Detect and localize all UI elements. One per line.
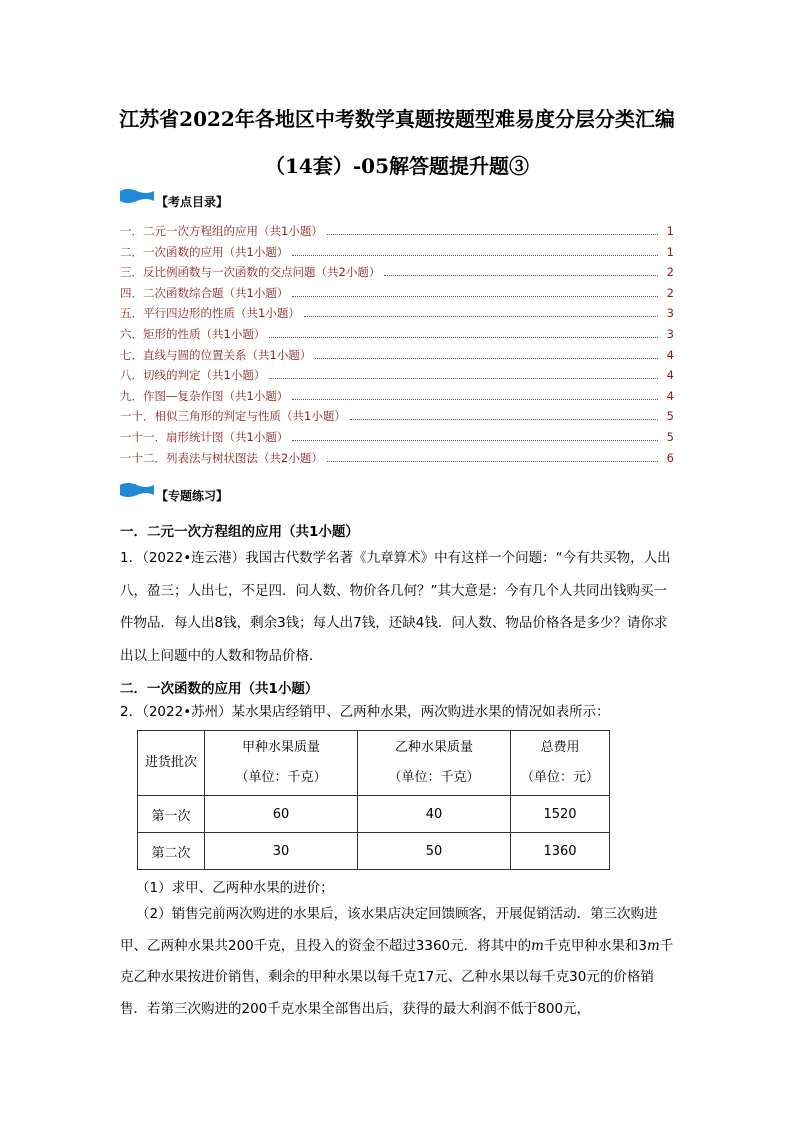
table-cell: 30 [205,833,358,870]
toc-item-label: 三．反比例函数与一次函数的交点问题（共2小题） [120,265,381,280]
table-cell: 60 [205,796,358,833]
toc-item-page: 2 [666,285,674,300]
section-heading-2: 二．一次函数的应用（共1小题） [120,681,319,697]
section-heading-1: 一．二元一次方程组的应用（共1小题） [120,524,359,540]
toc-item[interactable] [120,264,674,285]
toc-item-page: 1 [666,224,674,238]
toc-item-label: 五．平行四边形的性质（共1小题） [120,306,300,321]
toc-item-page: 1 [666,244,674,259]
table-cell: 1360 [511,833,610,870]
toc-item-page: 3 [666,326,674,341]
table-row [138,796,610,833]
toc-label: 【考点目录】 [156,195,229,209]
toc-leader-dots [384,275,658,276]
table-row [138,833,610,870]
question-2-intro: 2．（2022•苏州）某水果店经销甲、乙两种水果，两次购进水果的情况如表所示： [120,704,610,720]
toc-leader-dots [292,399,658,400]
toc-leader-dots [292,440,658,441]
toc-item-label: 九．作图—复杂作图（共1小题） [120,388,289,403]
toc-item[interactable] [120,326,674,347]
table-cell: 40 [358,796,511,833]
header-cell: 乙种水果质量 （单位：千克） [358,731,511,796]
toc-item-label: 六．矩形的性质（共1小题） [120,326,266,341]
flag-icon [120,188,154,202]
toc-item[interactable] [120,367,674,388]
header-cell: 总费用 （单位：元） [511,731,610,796]
toc-item[interactable] [120,429,674,450]
fruit-purchase-table [137,730,610,870]
question-2-part-2: （2）销售完前两次购进的水果后，该水果店决定回馈顾客，开展促销活动．第三次购进甲、乙两种水果共200千克，且投入的资金不超过3360元．将其中的m千克甲种水果和3m千克乙种水果按进价销售，剩余的甲种水果以每千克17元、乙种水果以每千克30元的价格销售．若第三次购进的200千克水果全部售出后，获得的最大利润不低于800元， [120,906,674,1017]
toc-leader-dots [327,234,658,235]
toc-leader-dots [350,419,658,420]
toc-item[interactable] [120,223,674,244]
table-cell: 第二次 [138,833,205,870]
header-cell: 进货批次 [138,731,205,796]
toc-item-page: 6 [666,450,674,465]
toc-leader-dots [304,316,658,317]
document-title-line1: 江苏省2022年各地区中考数学真题按题型难易度分层分类汇编 [119,107,675,131]
question-2-part-1: （1）求甲、乙两种水果的进价； [136,880,334,896]
toc-item-label: 一十．相似三角形的判定与性质（共1小题） [120,409,346,424]
toc-leader-dots [327,461,658,462]
table-cell: 第一次 [138,796,205,833]
toc-leader-dots [315,358,658,359]
toc-leader-dots [292,255,658,256]
toc-item-label: 二．一次函数的应用（共1小题） [120,244,289,259]
toc-item[interactable] [120,347,674,368]
table-cell: 50 [358,833,511,870]
toc-item-label: 一十二．列表法与树状图法（共2小题） [120,450,323,465]
toc-item-label: 四．二次函数综合题（共1小题） [120,285,289,300]
toc-item-page: 4 [666,368,674,383]
toc-item-page: 5 [666,429,674,444]
toc-leader-dots [269,378,658,379]
toc-leader-dots [292,296,658,297]
toc-item-page: 3 [666,306,674,321]
toc-item[interactable] [120,408,674,429]
header-cell: 甲种水果质量 （单位：千克） [205,731,358,796]
toc-item-page: 4 [666,347,674,362]
question-1-text: 1．（2022•连云港）我国古代数学名著《九章算术》中有这样一个问题：“今有共买物，人出八，盈三；人出七，不足四．问人数、物价各几何？”其大意是：今有几个人共同出钱购买一件物品．每人出8钱，剩余3钱；每人出7钱，还缺4钱．问人数、物品价格各是多少？请你求出以上问题中的人数和物品价格． [120,550,671,664]
toc-item-label: 一．二元一次方程组的应用（共1小题） [120,224,323,238]
practice-label: 【专题练习】 [156,489,229,503]
toc-item-label: 八．切线的判定（共1小题） [120,368,266,383]
toc-item[interactable] [120,305,674,326]
toc-leader-dots [269,337,658,338]
table-cell: 1520 [511,796,610,833]
flag-icon [120,482,154,496]
toc-item-page: 4 [666,388,674,403]
toc-item[interactable] [120,450,674,471]
table-header-row [138,731,610,796]
toc-item[interactable] [120,388,674,409]
toc-item-page: 2 [666,265,674,280]
toc-item-label: 一十一．扇形统计图（共1小题） [120,429,289,444]
table-of-contents [120,223,674,470]
toc-item-page: 5 [666,409,674,424]
toc-item[interactable] [120,285,674,306]
toc-item[interactable] [120,244,674,265]
toc-item-label: 七．直线与圆的位置关系（共1小题） [120,347,312,362]
document-title-line2: （14套）-05解答题提升题③ [265,154,529,178]
